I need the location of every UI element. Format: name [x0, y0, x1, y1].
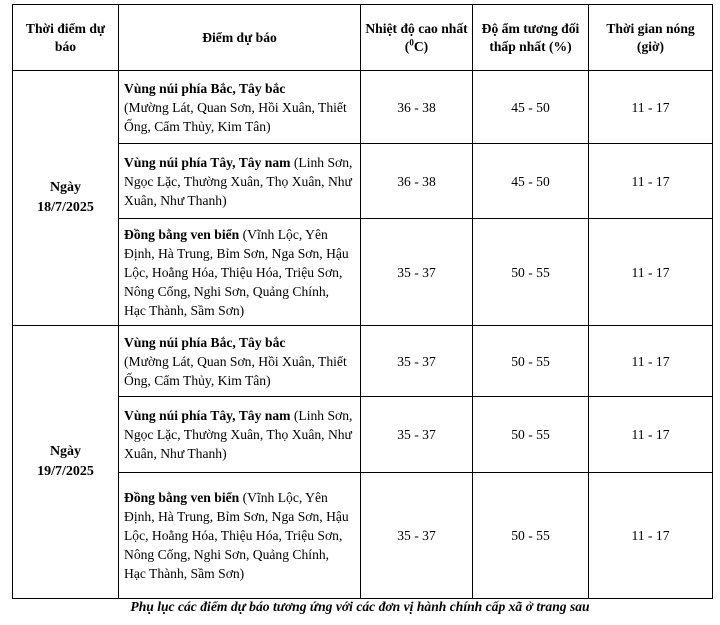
hours-cell: 11 - 17	[589, 219, 713, 326]
hours-cell: 11 - 17	[589, 71, 713, 144]
temperature-cell: 35 - 37	[361, 326, 473, 397]
region-name: Vùng núi phía Tây, Tây nam	[124, 408, 291, 423]
region-name: Vùng núi phía Bắc, Tây bắc	[124, 334, 286, 350]
region-detail: (Mường Lát, Quan Sơn, Hồi Xuân, Thiết Ống, Cẩm Thủy, Kim Tân)	[124, 99, 347, 134]
location-cell	[119, 219, 361, 326]
hours-cell: 11 - 17	[589, 473, 713, 599]
hours-cell: 11 - 17	[589, 144, 713, 219]
location-cell	[119, 71, 361, 144]
location-cell	[119, 473, 361, 599]
humidity-cell: 50 - 55	[473, 473, 589, 599]
temperature-cell: 35 - 37	[361, 397, 473, 473]
header-humidity: Độ ẩm tương đối thấp nhất (%)	[473, 5, 589, 71]
date-cell	[13, 326, 119, 599]
table-row	[13, 326, 713, 397]
region-detail: (Mường Lát, Quan Sơn, Hồi Xuân, Thiết Ống, Cẩm Thủy, Kim Tân)	[124, 353, 347, 388]
humidity-cell: 45 - 50	[473, 144, 589, 219]
location-cell	[119, 397, 361, 473]
header-row	[13, 5, 713, 71]
region-name: Đồng bằng ven biển	[124, 490, 240, 505]
region-detail: (Linh Sơn, Ngọc Lặc, Thường Xuân, Thọ Xuân, Như Xuân, Như Thanh)	[124, 154, 353, 208]
humidity-cell: 50 - 55	[473, 326, 589, 397]
footnote: Phụ lục các điểm dự báo tương ứng với các đơn vị hành chính cấp xã ở trang sau	[130, 599, 590, 614]
region-detail: (Vĩnh Lộc, Yên Định, Hà Trung, Bỉm Sơn, Nga Sơn, Hậu Lộc, Hoằng Hóa, Thiệu Hóa, Triệu Sơn, Nông Cống, Nghi Sơn, Quảng Chính, Hạc Thành, Sầm Sơn)	[124, 226, 349, 318]
temperature-cell: 36 - 38	[361, 71, 473, 144]
humidity-cell: 45 - 50	[473, 71, 589, 144]
location-cell	[119, 326, 361, 397]
temperature-cell: 35 - 37	[361, 219, 473, 326]
humidity-cell: 50 - 55	[473, 397, 589, 473]
header-temp-pre: Nhiệt độ cao nhất (	[365, 20, 468, 54]
region-detail: (Linh Sơn, Ngọc Lặc, Thường Xuân, Thọ Xuân, Như Xuân, Như Thanh)	[124, 408, 353, 461]
region-name: Vùng núi phía Tây, Tây nam	[124, 154, 291, 170]
date-label: Ngày	[49, 444, 82, 459]
date-label: Ngày	[49, 180, 82, 195]
hours-cell: 11 - 17	[589, 326, 713, 397]
hours-cell: 11 - 17	[589, 397, 713, 473]
temperature-cell: 36 - 38	[361, 144, 473, 219]
header-temperature	[361, 5, 473, 71]
region-name: Đồng bằng ven biển	[124, 226, 240, 242]
forecast-table	[12, 4, 713, 599]
header-temp-sup: 0	[409, 36, 414, 47]
date-value: 19/7/2025	[37, 464, 94, 479]
header-location: Điểm dự báo	[119, 5, 361, 71]
region-name: Vùng núi phía Bắc, Tây bắc	[124, 80, 286, 96]
table-row	[13, 71, 713, 144]
header-time: Thời điểm dự báo	[13, 5, 119, 71]
header-hours: Thời gian nóng (giờ)	[589, 5, 713, 71]
date-cell	[13, 71, 119, 326]
region-detail: (Vĩnh Lộc, Yên Định, Hà Trung, Bỉm Sơn, Nga Sơn, Hậu Lộc, Hoằng Hóa, Thiệu Hóa, Triệu Sơn, Nông Cống, Nghi Sơn, Quảng Chính, Hạc Thành, Sầm Sơn)	[124, 490, 349, 581]
header-temp-post: C)	[413, 38, 429, 54]
humidity-cell: 50 - 55	[473, 219, 589, 326]
date-value: 18/7/2025	[37, 200, 94, 215]
location-cell	[119, 144, 361, 219]
temperature-cell: 35 - 37	[361, 473, 473, 599]
